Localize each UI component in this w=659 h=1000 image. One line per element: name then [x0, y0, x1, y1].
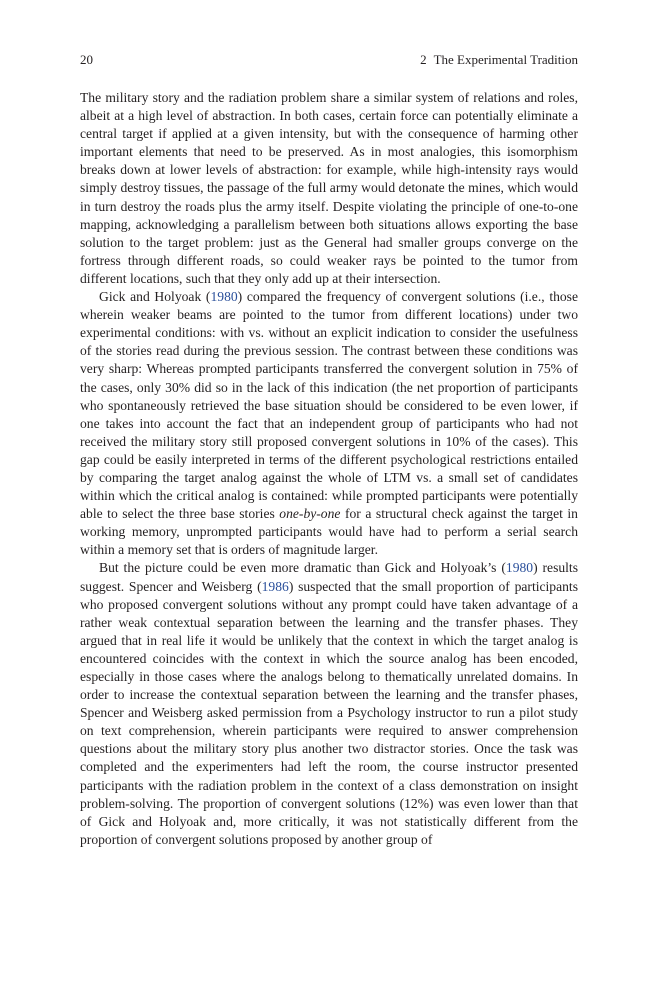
chapter-title: The Experimental Tradition	[433, 52, 578, 67]
citation-link-1986[interactable]: 1986	[261, 578, 289, 594]
paragraph-3-tail: ) suspected that the small proportion of participants who proposed convergent solutions without any prompt could have taken advantage of a rather weak contextual separation between the learning and the transfer phases. They argued that in real life it would be unlikely that the context in which the target analog is encountered coincides with the context in which the source analog has been encoded, especially in those cases where the analogs belong to thematically unrelated domains. In order to increase the contextual separation between the learning and the transfer phases, Spencer and Weisberg asked permission from a Psychology instructor to run a pilot study on text comprehension, wherein participants were required to answer comprehension questions about the military story plus another two distractor stories. Once the task was completed and the experimenters had left the room, the course instructor presented participants with the radiation problem in the context of a class demonstration on insight problem-solving. The proportion of convergent solutions (12%) was even lower than that of Gick and Holyoak and, more critically, it was not statistically different from the proportion of convergent solutions proposed by another group of	[80, 578, 579, 847]
paragraph-2	[80, 288, 578, 559]
paragraph-3	[80, 559, 578, 849]
paragraph-1: The military story and the radiation problem share a similar system of relations and roles, albeit at a high level of abstraction. In both cases, certain force can potentially eliminate a central target if applied at a given intensity, but with the consequence of harming other important elements that need to be preserved. As in most analogies, this isomorphism breaks down at lower levels of abstraction: for example, while high-intensity rays would simply destroy tissues, the passage of the full army would detonate the mines, which would in turn destroy the roads plus the army itself. Despite violating the principle of one-to-one mapping, acknowledging a parallelism between both situations allows exporting the base solution to the target problem: just as the General had smaller groups converge on the fortress through different roads, so could weaker rays be pointed to the tumor from different locations, such that they only add up at their intersection.	[80, 90, 578, 286]
paragraph-2-tail: for a structural check against the target in working memory, unprompted participants would have had to perform a serial search within a memory set that is orders of magnitude larger.	[80, 506, 578, 558]
paragraph-2-lead: Gick and Holyoak (	[99, 289, 211, 305]
paragraph-2-body: ) compared the frequency of convergent solutions (i.e., those wherein weaker beams are pointed to the tumor from different locations) under two experimental conditions: with vs. without an explicit indication to consider the usefulness of the stories read during the previous session. The contrast between these conditions was very sharp: Whereas prompted participants transferred the convergent solution in 75% of the cases, only 30% did so in the lack of this indication (the net proportion of participants who spontaneously retrieved the base situation should be considered to be even lower, if one takes into account the fact that an independent group of participants who had not received the military story still proposed convergent solutions in 10% of the cases). This gap could be easily interpreted in terms of the different psychological restrictions entailed by comparing the target analog against the whole of LTM vs. a small set of candidates within which the critical analog is contained: while prompted participants were potentially able to select the three base stories	[80, 289, 579, 522]
running-head	[80, 51, 578, 69]
body-text	[80, 89, 578, 849]
citation-link-1980[interactable]: 1980	[210, 289, 238, 305]
emphasis-one-by-one: one-by-one	[279, 506, 341, 522]
paragraph-3-lead: But the picture could be even more dramatic than Gick and Holyoak’s (	[99, 560, 506, 576]
citation-link-1980[interactable]: 1980	[505, 560, 534, 576]
chapter-number: 2	[420, 52, 427, 67]
paragraph-3-mid: ) results suggest. Spencer and Weisberg (	[80, 560, 579, 594]
page-number: 20	[80, 52, 93, 67]
chapter-heading	[420, 51, 578, 69]
